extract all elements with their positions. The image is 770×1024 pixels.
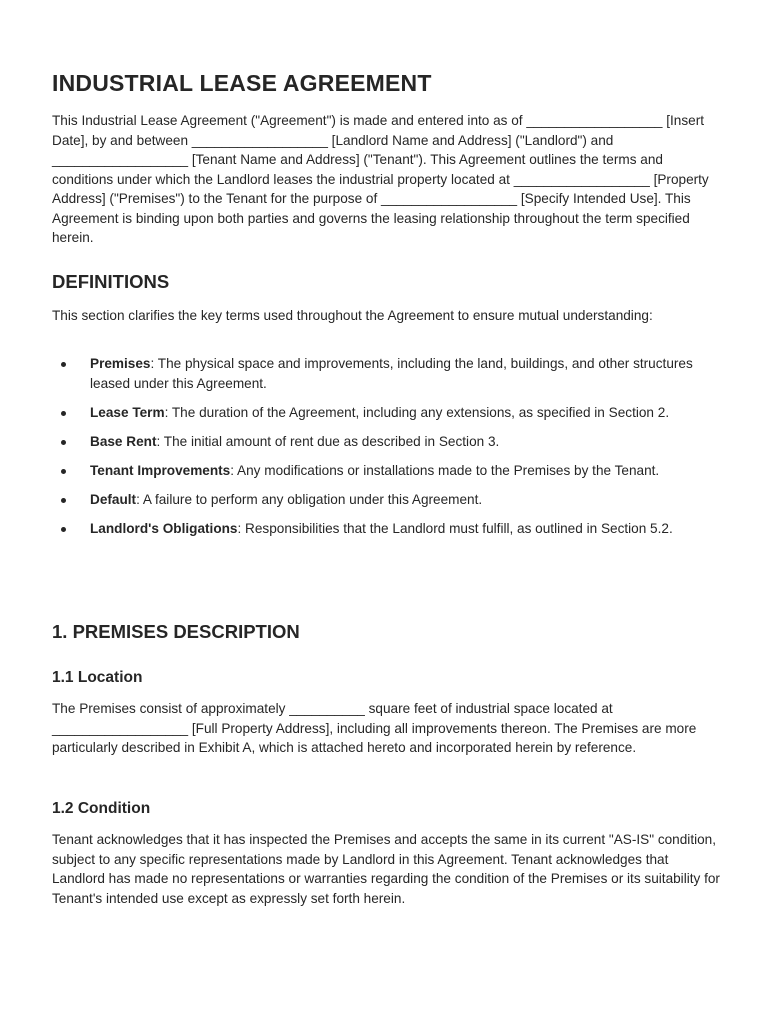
definition-term: Base Rent	[90, 433, 157, 449]
definitions-heading: DEFINITIONS	[52, 271, 170, 292]
list-item	[52, 461, 722, 481]
list-item	[52, 354, 722, 393]
condition-heading: 1.2 Condition	[52, 800, 151, 817]
bullet-icon	[61, 469, 66, 474]
bullet-icon	[61, 362, 66, 367]
definition-text: : The initial amount of rent due as described in Section 3.	[156, 433, 500, 449]
list-item	[52, 403, 722, 423]
section-1-heading: 1. PREMISES DESCRIPTION	[52, 621, 300, 642]
definition-term: Default	[90, 491, 137, 507]
definition-text: : The duration of the Agreement, including any extensions, as specified in Section 2.	[164, 404, 670, 420]
intro-paragraph: This Industrial Lease Agreement ("Agreement") is made and entered into as of __________________ [Insert Date], by and between __________________ [Landlord Name and Address] ("Landlord") and __________________ [Tenant Name and Address] ("Tenant"). This Agreement outlines the terms and conditions under which the Landlord leases the industrial property located at __________________ [Property Address] ("Premises") to the Tenant for the purpose of __________________ [Specify Intended Use]. This Agreement is binding upon both parties and governs the leasing relationship throughout the term specified herein.	[52, 113, 709, 245]
definition-text: : The physical space and improvements, including the land, buildings, and other structures leased under this Agreement.	[90, 356, 693, 391]
definition-term: Premises	[90, 356, 151, 371]
definition-term: Landlord's Obligations	[90, 520, 238, 536]
list-item	[52, 432, 722, 452]
bullet-icon	[61, 498, 66, 503]
definition-term: Tenant Improvements	[90, 462, 231, 478]
location-heading: 1.1 Location	[52, 669, 143, 686]
list-item	[52, 519, 722, 539]
definitions-intro: This section clarifies the key terms used throughout the Agreement to ensure mutual understanding:	[52, 308, 653, 323]
definition-term: Lease Term	[90, 404, 165, 420]
document-title: INDUSTRIAL LEASE AGREEMENT	[52, 70, 432, 96]
definition-text: : Responsibilities that the Landlord must fulfill, as outlined in Section 5.2.	[237, 520, 673, 536]
bullet-icon	[61, 440, 66, 445]
condition-paragraph: Tenant acknowledges that it has inspected the Premises and accepts the same in its current "AS-IS" condition, subject to any specific representations made by Landlord in this Agreement. Tenant acknowledges that Landlord has made no representations or warranties regarding the condition of the Premises or its suitability for Tenant's intended use except as expressly set forth herein.	[52, 832, 720, 906]
bullet-icon	[61, 527, 66, 532]
location-paragraph: The Premises consist of approximately __________ square feet of industrial space located at __________________ [Full Property Address], including all improvements thereon. The Premises are more particularly described in Exhibit A, which is attached hereto and incorporated herein by reference.	[52, 701, 697, 755]
definitions-list	[52, 354, 722, 548]
list-item	[52, 490, 722, 510]
bullet-icon	[61, 411, 66, 416]
definition-text: : A failure to perform any obligation under this Agreement.	[136, 491, 483, 507]
definition-text: : Any modifications or installations made to the Premises by the Tenant.	[230, 462, 660, 478]
